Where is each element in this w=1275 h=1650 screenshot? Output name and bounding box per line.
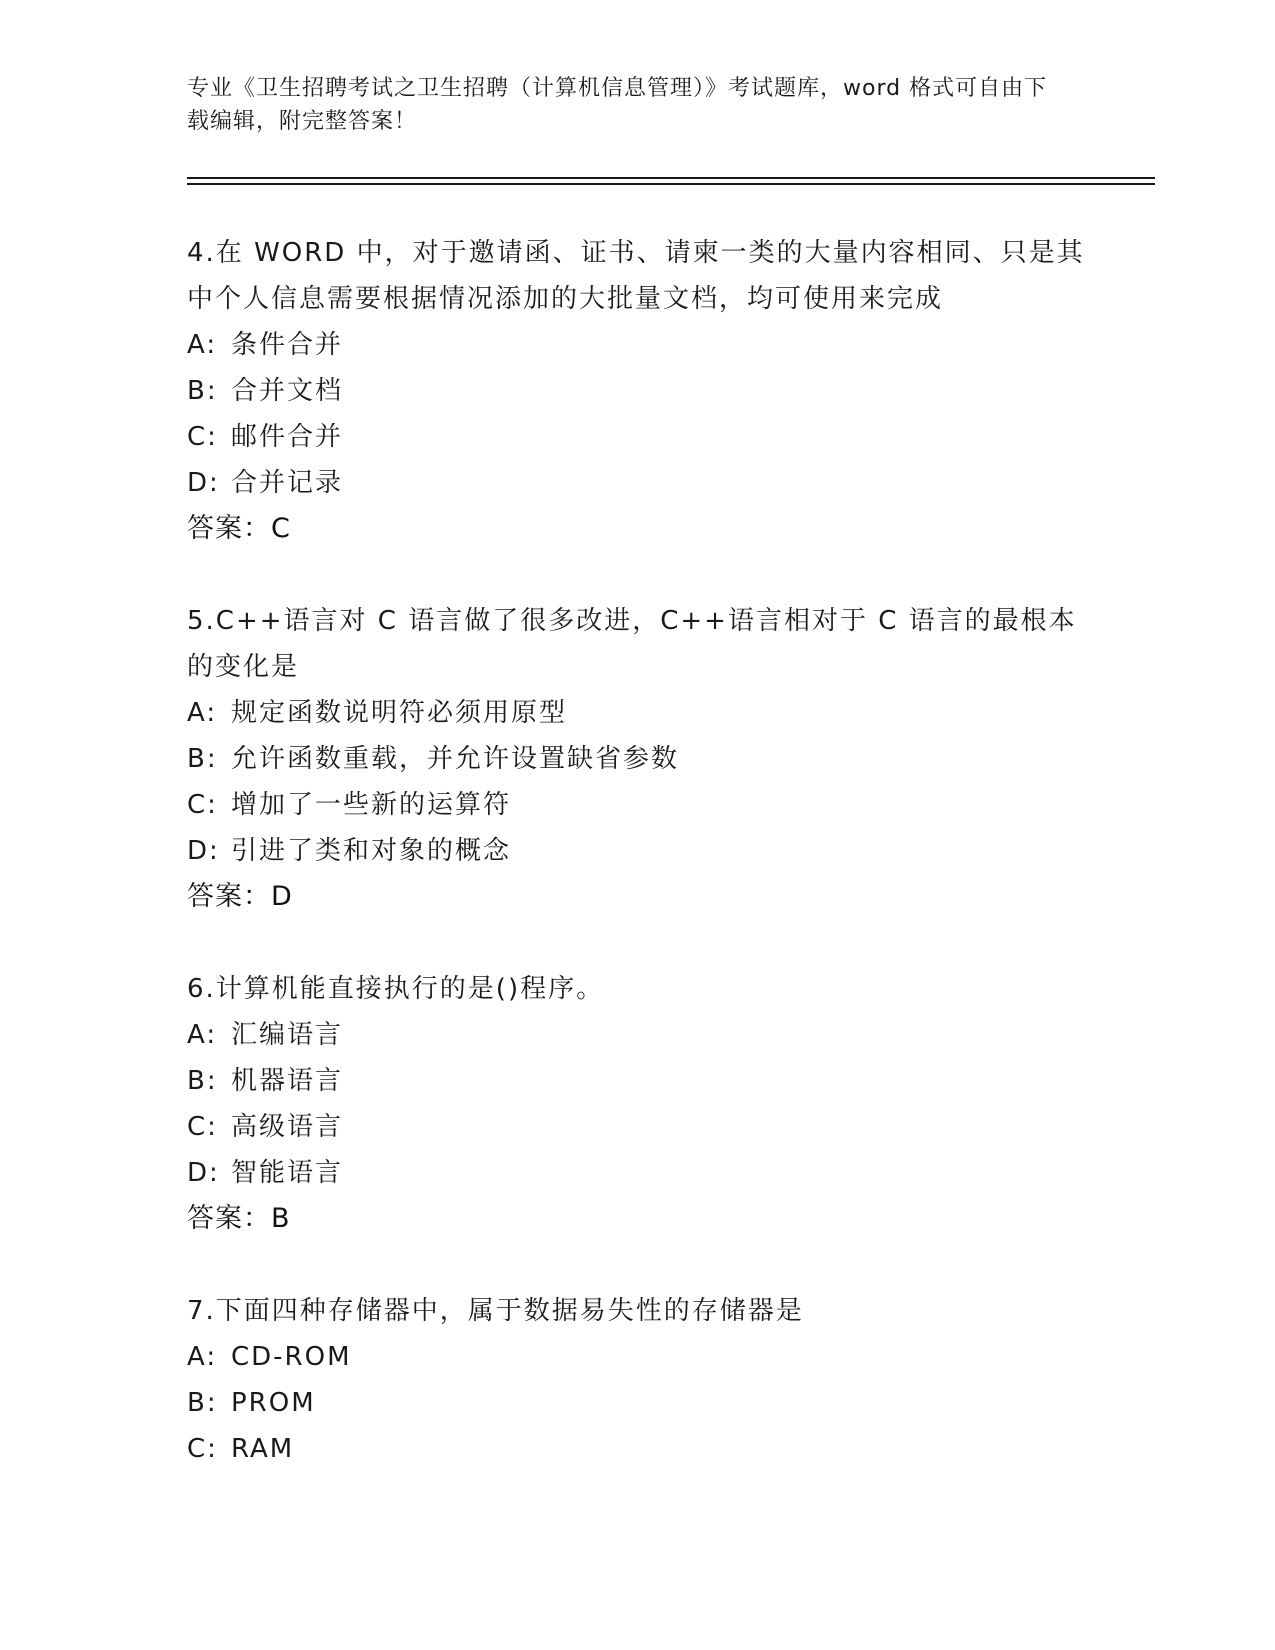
option-b <box>187 1380 1087 1426</box>
answer-line: 答案：C <box>187 513 291 544</box>
answer-line: 答案：D <box>187 881 293 912</box>
option-text: 汇编语言 <box>231 1020 344 1050</box>
option-text: 邮件合并 <box>231 422 344 452</box>
option-text: 引进了类和对象的概念 <box>231 836 512 866</box>
question-stem: 6.计算机能直接执行的是()程序。 <box>187 974 605 1004</box>
option-a <box>187 690 1087 736</box>
option-letter: D: <box>187 468 220 498</box>
option-letter: B: <box>187 376 218 406</box>
header-rule-bottom <box>187 183 1155 185</box>
option-d <box>187 1150 1087 1196</box>
option-b <box>187 368 1087 414</box>
question-4 <box>187 230 1087 552</box>
option-c <box>187 1104 1087 1150</box>
option-letter: A: <box>187 698 218 728</box>
option-b <box>187 1058 1087 1104</box>
option-c <box>187 414 1087 460</box>
option-text: 规定函数说明符必须用原型 <box>231 698 568 728</box>
option-letter: D: <box>187 1158 220 1188</box>
option-text: RAM <box>231 1434 295 1464</box>
option-a <box>187 322 1087 368</box>
option-a <box>187 1334 1087 1380</box>
option-text: 高级语言 <box>231 1112 344 1142</box>
option-text: PROM <box>231 1388 316 1418</box>
page-header: 专业《卫生招聘考试之卫生招聘（计算机信息管理）》考试题库，word 格式可自由下载编辑，附完整答案！ <box>187 76 1048 134</box>
question-stem: 5.C++语言对 C 语言做了很多改进，C++语言相对于 C 语言的最根本的变化是 <box>187 606 1077 682</box>
question-5 <box>187 598 1087 920</box>
option-letter: B: <box>187 1066 218 1096</box>
option-letter: B: <box>187 744 218 774</box>
option-text: 智能语言 <box>231 1158 344 1188</box>
option-text: 允许函数重载，并允许设置缺省参数 <box>231 744 680 774</box>
answer-line: 答案：B <box>187 1203 291 1234</box>
option-c <box>187 1426 1087 1472</box>
option-letter: C: <box>187 1112 218 1142</box>
option-c <box>187 782 1087 828</box>
option-letter: C: <box>187 1434 218 1464</box>
option-text: 条件合并 <box>231 330 344 360</box>
option-letter: C: <box>187 422 218 452</box>
question-list <box>187 230 1087 1472</box>
question-7 <box>187 1288 1087 1472</box>
option-letter: A: <box>187 1342 218 1372</box>
option-b <box>187 736 1087 782</box>
header-rule-top <box>187 177 1155 179</box>
question-stem: 7.下面四种存储器中，属于数据易失性的存储器是 <box>187 1296 804 1326</box>
question-gap <box>187 920 1087 966</box>
option-text: 增加了一些新的运算符 <box>231 790 512 820</box>
question-gap <box>187 552 1087 598</box>
option-text: 机器语言 <box>231 1066 344 1096</box>
option-d <box>187 460 1087 506</box>
question-6 <box>187 966 1087 1242</box>
option-letter: A: <box>187 330 218 360</box>
option-text: 合并文档 <box>231 376 344 406</box>
option-letter: A: <box>187 1020 218 1050</box>
option-text: 合并记录 <box>231 468 344 498</box>
question-gap <box>187 1242 1087 1288</box>
option-letter: C: <box>187 790 218 820</box>
option-a <box>187 1012 1087 1058</box>
option-d <box>187 828 1087 874</box>
option-letter: B: <box>187 1388 218 1418</box>
option-letter: D: <box>187 836 220 866</box>
option-text: CD-ROM <box>231 1342 352 1372</box>
question-stem: 4.在 WORD 中，对于邀请函、证书、请柬一类的大量内容相同、只是其中个人信息需要根据情况添加的大批量文档，均可使用来完成 <box>187 238 1085 314</box>
